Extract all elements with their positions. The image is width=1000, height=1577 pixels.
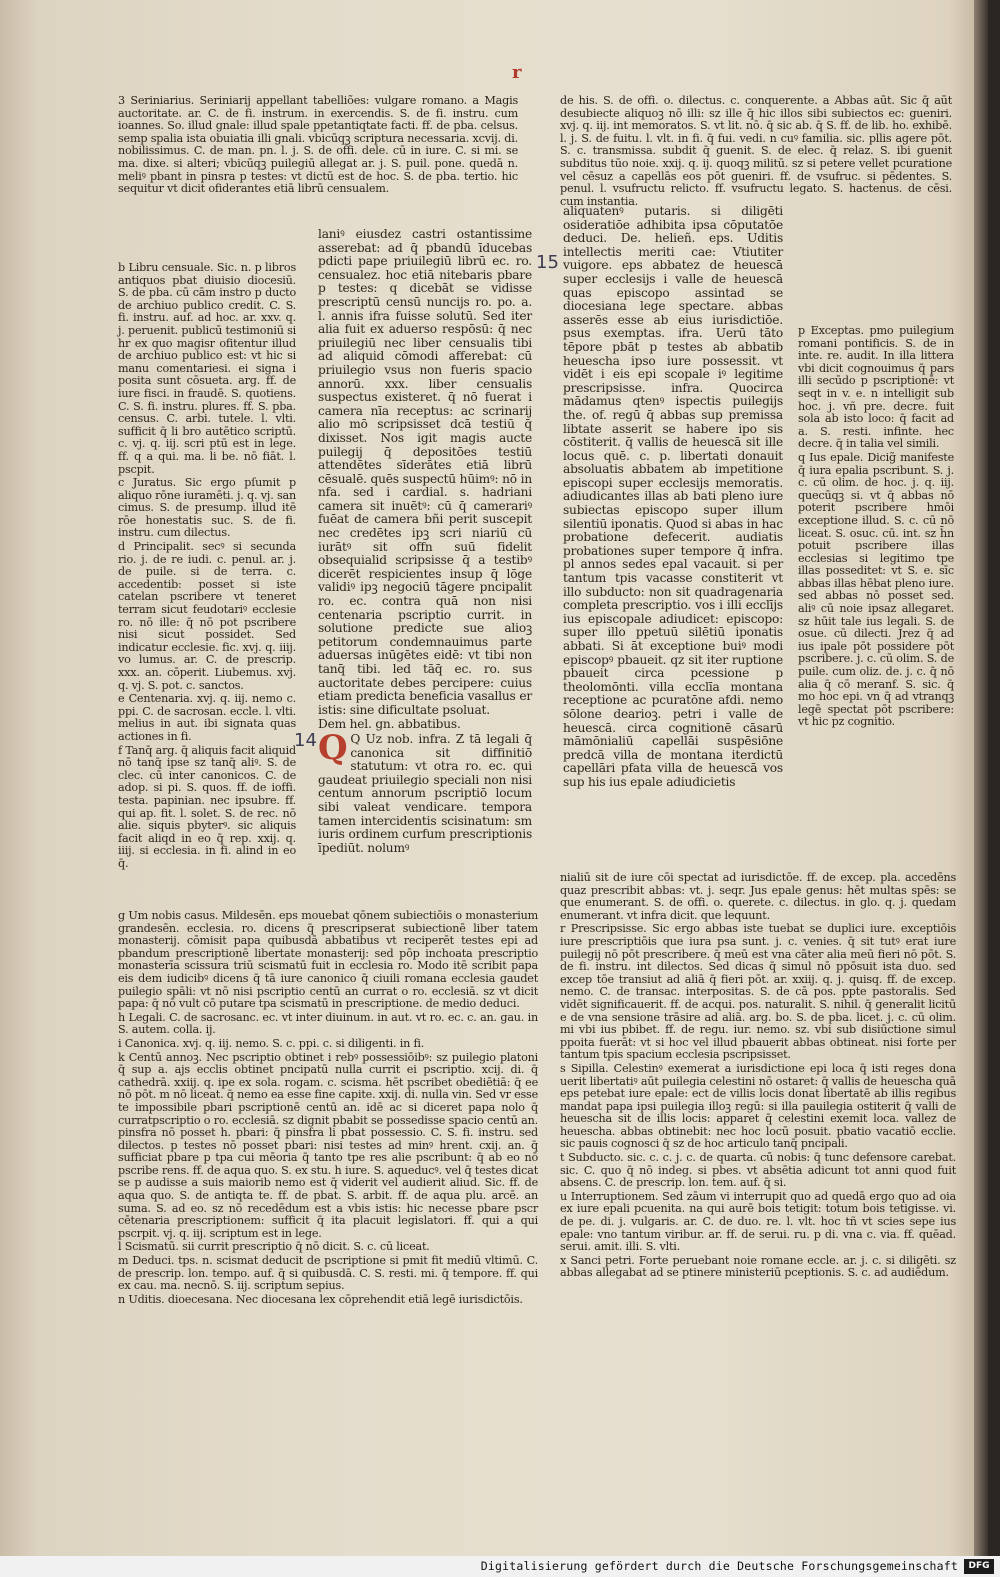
gloss-paragraph: 3 Seriniarius. Seriniarij appellant tabelliões: vulgare romano. a Magis auctoritate. ar. C. de fi. instrum. in exercendis. S. de fi. instru. cum ioannes. So. illud gnale: illud spale ppetantiqtate facti. ff. de pba. celsus. semp spalia ista obuiatia illi gnali. vbicūqꝫ scriptura necessaria. xcvij. di. nobilissimus. C. de man. pn. l. j. S. de offi. dele. cū in iure. C. si mi. se ma. dixe. si alteri; vbicūqꝫ puilegiū allegat ar. j. S. puil. pone. quedā n. meliꝰ pbant in pinsra p testes: vt dictū est de hoc. S. de pba. tertio. hic sequitur vt dicit ofiderantes etiā librū censualem. [118,94,518,196]
page-edge [974,0,988,1556]
gloss-paragraph-continued: nialiū sit de iure cōi spectat ad iurisdictōe. ff. de excep. pla. accedēns quaz prescribit abbas: vt. j. seqr. Jus epale genus: hēt multas spēs: se que enumerant. S. de offi. o. querete. c. dilectus. in glo. q. j. quedam enumerant. vt infra dicit. que lequunt. [560,871,956,922]
footer-bar [0,1556,1000,1577]
margin-number-14: 14 [294,730,317,751]
gloss-paragraph-c: c Juratus. Sic ergo pſumit p aliquo rōne iuramēti. j. q. vj. san cimus. S. de presump. illud itē rōe honestatis suc. S. de fi. instru. cum dilectus. [118,476,296,540]
main-text-right-paragraph: aliquatenꝰ putaris. si diligēti osideratiōe adhibita ipsa cōputatōe deduci. De. helieñ. eps. Uditis intellectis meriti cae: Vtiutiter vuigore. eps abbatez de heuescā super ecclesijs i valle de heuescā quas episcopo assintad se diocesiana lege spectare. abbas asserēs esse ab eius iurisdictiōe. psus exemptas. ifra. Uerū tāto tēpore pbāt p testes ab abbatib heuescha ipso iure possessit. vt vidēt i eis epi scopale iꝰ legitime prescripsisse. infra. Quocirca mādamus qtenꝰ ispectis puilegijs the. of. regū q̄ abbas sup premissa libtate asserit se habere ipo sis cōstiterit. q̄ vallis de heuescā sit ille locus quē. c. p. libertati donauit absoluatis abbatem ab impetitione episcopi super ecclesijs memoratis. adiudicantes illas ab bati pleno iure subiectas episcopo super illum silentiū iponatis. Quod si abas in hac probatione defecerit. audiatis probationes super tempore q̄ infra. pl annos sedes epal vacauit. si per tantum tpis vacasse constiterit vt illo subducto: non sit quadragenaria completa prescriptio. vos i illi ecclījs ius episcopale adiudicet: episcopo: super illo ppetuū silētiū iponatis abbati. Si āt exceptione buiꝰ modi episcopꝰ pbaueit. qz sit iter ruptione pbaueit circa pcessione p theolomōnti. villa ecclīa montana receptione ac pcuratōne afdi. nemo sōlone dearioꝫ. petri i valle de heuescā. circa cognitionē cāsarū māmōnialiū capellāi suspēsiōne predcā villa de montana iterdictū capellāri pfata villa de heuescā vos sup his ius epale adiudicietis [563,204,783,789]
gloss-paragraph-t: t Subducto. sic. c. c. j. c. de quarta. cū nobis: q̄ tunc defensore carebat. sic. C. quo q̄ nō indeg. si pbes. vt absētia adicunt tot anni quod fuit absens. C. de prescrip. lon. tem. auf. q̄ si. [560,1151,956,1190]
left-gloss-bottom [118,910,538,1307]
gloss-paragraph-d: d Principalit. secꝰ si secunda rio. j. de re iudi. c. penul. ar. j. de puile. si de terra. c. accedentib: posset si iste catelan pscribere vt teneret terram sicut feudotariꝰ ecclesie ro. nō ille: q̄ nō pot pscribere nisi sicut possidet. Sed indicatur ecclesie. fic. xvj. q. iiij. vo lumus. ar. C. de prescrip. xxx. an. cōperit. Liubemus. xvj. q. vj. S. pot. c. sanctos. [118,540,296,692]
left-gloss-column [118,262,296,872]
right-gloss-paragraph: de his. S. de offi. o. dilectus. c. conquerente. a Abbas aūt. Sic q̄ aūt desubiecte aliquoꝫ nō illi: sz ille q̄ hic illos sibi subiectos ec: gueniri. xvj. q. iij. int memoratos. S. vt lit. nō. q̄ sic ab. q̄ S. ff. de lib. ho. exhibē. l. j. S. de fuitu. l. vlt. in fi. q̄ fui. vedi. n cuꝰ familia. sic. pllis agere pōt. S. c. transmissa. subdit q̄ guenit. S. de elec. q̄ relaz. S. ibi guenit subditus tūo noie. xxij. q. ij. quoqꝫ militū. sz si petere vellet pcuratione vel cēsuz a capellās eos pōt gueniri. ff. de vsufruc. si pēdentes. S. penul. l. vsufructu relicto. ff. vsufructu legato. S. hactenus. de cēsi. cum instantia. [560,94,952,208]
gloss-paragraph-k: k Centū annoꝫ. Nec pscriptio obtinet i rebꝰ possessiōibꝰ: sz puilegio platoni q̄ sup a. ajs ecclis obtinet pncipatū nulla currit ei pscriptio. xcij. di. q̄ cathedrā. xxiij. q. ipe ex sola. rogam. c. scisma. hēt pscribet obediētiā: q̄ ee nō pōt. m nō liceat. q̄ nemo ea esse fine capite. xxij. di. nulla vin. Sed vr esse te impossibile pbari pscriptionē centū an. idē ac si diceret papa nolo q̄ curratpscriptio o ro. ecclesiā. sz dignit pbabit se possedisse spacio centū an. pinsfra nō posset h. pbari: q̄ pinsfra li pbat possessio. C. S. fi. instru. sed dilectos. p testes nō posset pbari: nisi testes ad minꝰ hrent. cxij. an. q̄ sufficiat pbare p tpa cui mēoria q̄ tanto tpe res alie pscribunt: q̄ ab eo nō pscribe rens. ff. de aqua quo. S. ex stu. h iure. S. aqueducꝰ. vel q̄ testes dicat se p audisse a suis maiorib nemo est q̄ viderit vel audierit aliud. Sic. ff. de aqua quo. S. de antiqta te. ff. de pbat. S. arbit. ff. de aqua plu. arcē. an suma. S. ad eo. sz nō recedēdum est a vbis istis: hic necesse pbare pscr cētenaria prescriptionem: sufficit q̄ ita placuit legislatori. ff. qui a qui pscrpit. vj. q. iij. scriptum est in lege. [118,1050,538,1240]
foliation-mark: r [512,62,522,83]
right-gloss-bottom [560,872,956,1281]
main-text-paragraph: laniꝰ eiusdez castri ostantissime asserebat: ad q̄ pbandū īducebas pdicti pape priuilegiū librū ec. ro. censualez. hoc etiā nitebaris pbare p testes: q dicebāt se vidisse prescriptū censū nuncijs ro. po. a. l. annis ifra fuisse solutū. Sed iter alia fuit ex aduerso respōsū: q̄ nec priuilegiū nec liber censualis tibi ad aliquid cōmodi afferebat: cū priuilegio vsus non fueris spacio annorū. xxx. liber censualis suspectus existeret. q̄ nō fuerat i camera nīa receptus: ac scrinarij alio mō scripsisset dcā testiū q̄ dixisset. Nos igit magis aucte puilegij q̄ depositōes testiū attendētes sīderātes etiā librū cēsualē. quēs suspectū hūimꝰ: nō in nfa. sed i cardial. s. hadriani camera sit inuētꝰ: cū q̄ camerariꝰ fuēat de camera bñi perit suscepit nec credētes ipꝫ scri niariū cū iurātꝰ sit offn suū fidelit obsequialid scripsisse q̄ a testibꝰ dicerēt respicientes insup q̄ lōge validiꝰ ipꝫ negociū tāgere pncipalit ro. ec. contra quā non nisi centenaria pscriptio currit. in solutione predicte sue alioꝫ petitorum condemnauimus parte aduersas inūgētes eidē: vt tibi non tanq̄ tibi. led tāq̄ ec. ro. sus auctoritate debes percipere: cuius etiam predicta beneficia vasallus er istis: sine dificultate psoluat. [318,227,532,717]
decretal-title: Dem hel. gn. abbatibus. [318,717,461,732]
left-gloss-top [118,95,518,197]
decretal-body: Q Uz nob. infra. Z tā legali q̄ canonica sit diffinitiō statutum: vt otra ro. ec. qui gaudeat priuilegio speciali non nisi centum annorum pscriptiō locum sibi valeat vendicare. tempora tamen intercidentis scisinatum: sm iuris ordinem curfum prescriptionis īpediūt. nolumꝰ [318,731,532,855]
main-text-left [318,228,532,856]
gloss-paragraph-b: b Libru censuale. Sic. n. p libros antiquos pbat diuisio diocesiū. S. de pba. cū cām instro p ducto de archiuo publico credit. C. S. fi. instru. auf. ad hoc. ar. xxv. q. j. peruenit. publicū testimoniū si hr ex quo magisr ofitentur illud de archiuo publico est: vt hic si manu comentariesi. ei signa i posita sunt cōsueta. arg. ff. de iure fisci. in fraudē. S. quotiens. C. S. fi. instru. plures. ff. S. pba. census. C. arbi. tutele. l. vlti. sufficit q̄ li bro autētico scriptū. c. vj. q. iij. scri ptū est in lege. ff. q a qui. ma. li be. nō fiāt. l. pscpit. [118,261,296,476]
right-gloss-column [798,325,954,730]
dfg-logo: DFG [964,1559,994,1574]
gloss-paragraph-i: i Canonica. xvj. q. iij. nemo. S. c. ppi. c. si diligenti. in fi. [118,1036,425,1050]
gloss-paragraph-g: g Um nobis casus. Mildesēn. eps mouebat qōnem subiectiōis o monasterium grandesēn. ecclesia. ro. dicens q̄ prescripserat subiectionē liber tatem monasterij. cōmisit papa quibusdā abbatibus vt reciperēt testes epi ad pbandum prescriptionē libertate monasterij: sed pōp inchoata prescriptio monasterīa scissura triū scismatū fuit in ecclesia ro. Modo itē scribit papa eis dem iudicibꝰ dicens q̄ tā iure canonico q̄ ciuili romana ecclesia gaudet puilegio spāli: vt nō nisi pscriptio centū an currat o ro. ecclesiā. sz vt dicit papa: q̄ nō vult cō putare tpa scismatū in prescriptione. de medio deduci. [118,909,538,1011]
red-initial: Q [318,727,348,768]
decretal-text [318,727,532,855]
main-text-right [563,205,783,791]
gloss-paragraph-q: q Ius epale. Dicig̃ manifeste q̄ iura epalia pscribunt. S. j. c. cū olim. de hoc. j. q. iij. quecūqꝫ si. vt q̄ abbas nō poterit pscribere hmōi exceptione illud. S. c. cū nō liceat. S. osuc. cū. int. sz h̄n potuit pscribere illas ecclesias si legitimo tpe illas posseditet: vt S. e. sīc abbas illas hēbat pleno iure. sed abbas nō posset sed. aliꝰ cū noie ipsaz allegaret. sz hūit tale ius legali. S. de osue. cū dilecti. Jrez q̄ ad ius ipale pōt possidere pōt pscribere. j. c. cū olim. S. de puile. cum oliz. de. j. c. q̄ nō alia q̄ cō meranf. S. sic. q̄ mo hoc epi. vn q̄ ad vtranqꝫ legē spectat pōt pscribere: vt hic pz cognitio. [798,450,954,729]
margin-number-15: 15 [536,252,559,273]
right-gloss-top [560,95,952,209]
gloss-paragraph-p: p Exceptas. pmo puilegium romani pontificis. S. de in inte. re. audit. In illa littera vbi dicit cognouimus q̄ pars illi secūdo p pscriptionē: vt seqt in v. e. n intelligit sub hoc. j. vñ pre. decre. fuit sola ab isto loco: q̄ facit ad a. S. resti. infinte. hec decre. q̄ in talia vel simili. [798,324,954,451]
gloss-paragraph-l: l Scismatū. sii currit prescriptio q̄ nō dicit. S. c. cū liceat. [118,1240,430,1254]
gloss-paragraph-h: h Legali. C. de sacrosanc. ec. vt inter diuinum. in aut. vt ro. ec. c. an. gau. in S. autem. colla. ij. [118,1010,538,1037]
gloss-paragraph-x: x Sanci petri. Forte peruebant noie romane eccle. ar. j. c. si diligēti. sz abbas allegabat ad se ptinere ministeriū pceptionis. S. c. ad audiēdum. [560,1253,956,1280]
funding-credit: Digitalisierung gefördert durch die Deutsche Forschungsgemeinschaft [480,1559,958,1573]
gloss-paragraph-s: s Sipilla. Celestinꝰ exemerat a iurisdictione epi loca q̄ isti reges dona uerit libertatiꝰ aūt puilegia celestini nō ostaret: q̄ vallis de heuescha quā eps petebat iure epale: ect de villis locis donat libertatē ab illis regibus mandat papa ipsi puilegia illoꝫ regū: si illa pauilegia ostiterit q̄ valli de heuescha sit de illis locis: apparet q̄ celestini exemit loca. vallez de heuescha. abbas obtinebit: nec hoc locū posuit. pbatio vacatiō ecclie. sic pauis cognosci q̄ sz de hoc articulo tanq̄ pncipali. [560,1061,956,1151]
gloss-paragraph-n: n Uditis. dioecesana. Nec diocesana lex cōprehendit etiā legē iurisdictōis. [118,1292,523,1306]
gloss-paragraph-r: r Prescripsisse. Sic ergo abbas iste tuebat se duplici iure. exceptiōis iure prescriptiōis que iura psa sunt. j. c. venies. q̄ sit tutꝰ erat iure puilegij nō pōt prescribere. q̄ meū est vna cāter alia meū fieri nō pōt. S. de fi. instru. int dilectos. Sed dicas q̄ simul nō ppōsuit ista duo. sed excep tōe transiut ad aliā q̄ fieri pōt. ar. xxiij. q. j. quisq. ff. de excep. nemo. C. de transac. interpositas. S. de cā pos. ppte pastoralis. Sed vidēt significauerit. ff. de acqui. pos. naturalit. S. nihil. q̄ generalit licitū e de vna sensione trāsire ad aliā. arg. bo. S. de pba. licet. j. c. cū olim. mi vbi ius pbibet. ff. de regu. iur. nemo. sz. vbi sub disiūctione simul ppoita fuerāt: vt si hoc vel illud pbauerit abbas obtineat. nisi forte per tantum tpis spacium ecclesia pscripsisset. [560,922,956,1062]
gloss-paragraph-f: f Tanq̄ arg. q̄ aliquis facit aliquid nō tanq̄ ipse sz tanq̄ aliꝰ. S. de clec. cū inter canonicos. C. de adop. si pi. S. quos. ff. de ioffi. testa. papinian. nec ipsubre. ff. qui ap. fit. l. solet. S. de rec. nō alie. siquis pbyterꝰ. sic aliquis facit aliqd in eo q̄ rep. xxij. q. iiij. si ecclesia. in fi. alind in eo q̄. [118,743,296,870]
gloss-paragraph-e: e Centenaria. xvj. q. iij. nemo c. ppi. C. de sacrosan. eccle. l. vlti. melius in aut. ibi signata quas actiones in fi. [118,692,296,743]
gloss-paragraph-u: u Interruptionem. Sed zāum vi interrupit quo ad quedā ergo quo ad oia ex iure epali pcuenita. na qui aurē bois tetigit: totum bois tetigisse. vi. de pe. di. j. vulgaris. ar. C. de duo. re. l. vlt. hoc tñ vt scies sepe ius epale: vno tantum viribur. ar. ff. de serui. ru. p di. vna c. via. ff. quēad. serui. amit. illi. S. vlti. [560,1189,956,1254]
gloss-paragraph-m: m Deduci. tps. n. scismat deducit de pscriptione si pmit fit mediū vltimū. C. de prescrip. lon. tempo. auf. q̄ si quibusdā. C. S. resti. mi. q̄ tempore. ff. qui ex cau. ma. necnō. S. iij. scriptum sepius. [118,1254,538,1293]
